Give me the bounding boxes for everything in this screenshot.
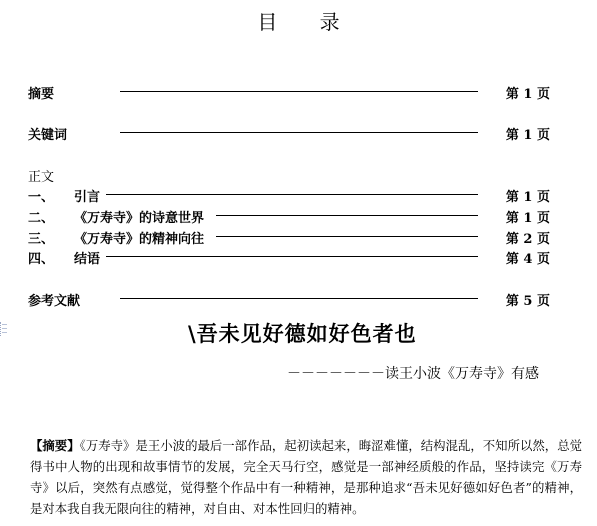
essay-subtitle: －－－－－－－读王小波《万寿寺》有感 [287,366,539,382]
toc-entry-references[interactable] [28,290,550,308]
toc-page-number: 第 1 页 [505,190,550,205]
toc-entry-label: 《万寿寺》的精神向往 [74,232,205,247]
toc-entry-number: 二、 [28,211,55,226]
toc-entry-label: 参考文献 [28,294,81,309]
toc-leader-line [106,256,478,257]
toc-page-number: 第 5 页 [505,294,550,309]
toc-entry-label: 引言 [74,190,101,205]
toc-entry-abstract[interactable] [28,83,550,101]
essay-title: \吾未见好德如好色者也 [188,321,417,346]
toc-entry-poetic-world[interactable] [28,207,550,225]
toc-entry-introduction[interactable] [28,186,550,204]
toc-leader-line [120,132,478,133]
toc-entry-label: 摘要 [28,87,55,102]
toc-entry-number: 一、 [28,190,55,205]
toc-entry-label: 《万寿寺》的诗意世界 [74,211,205,226]
toc-section-body: 正文 [28,170,55,185]
toc-page-number: 第 1 页 [505,211,550,226]
toc-leader-line [216,215,478,216]
toc-leader-line [216,236,478,237]
toc-leader-line [106,194,478,195]
toc-title: 目 录 [257,10,358,34]
abstract-text: 《万寿寺》是王小波的最后一部作品，起初读起来，晦涩难懂，结构混乱，不知所以然，总觉得书中人物的出现和故事情节的发展，完全天马行空，感觉是一部神经质般的作品，坚持读完《万寿寺》以后，突然有点感觉，觉得整个作品中有一种精神，是那种追求“吾未见好德如好色者”的精神，是对本我自我无限向往的精神，对自由、对本性回归的精神。 [30,438,582,516]
toc-leader-line [120,298,478,299]
paragraph-marker-icon [0,322,9,336]
toc-page-number: 第 1 页 [505,87,550,102]
toc-leader-line [120,91,478,92]
toc-entry-number: 四、 [28,252,55,267]
toc-page-number: 第 4 页 [505,252,550,267]
abstract-paragraph [30,435,582,519]
toc-page-number: 第 1 页 [505,128,550,143]
abstract-heading: 【摘要】 [30,438,80,453]
toc-entry-keywords[interactable] [28,124,550,142]
toc-entry-conclusion[interactable] [28,248,550,266]
toc-entry-label: 关键词 [28,128,68,143]
toc-page-number: 第 2 页 [505,232,550,247]
toc-entry-label: 结语 [74,252,101,267]
toc-entry-number: 三、 [28,232,55,247]
toc-entry-spiritual-aspiration[interactable] [28,228,550,246]
